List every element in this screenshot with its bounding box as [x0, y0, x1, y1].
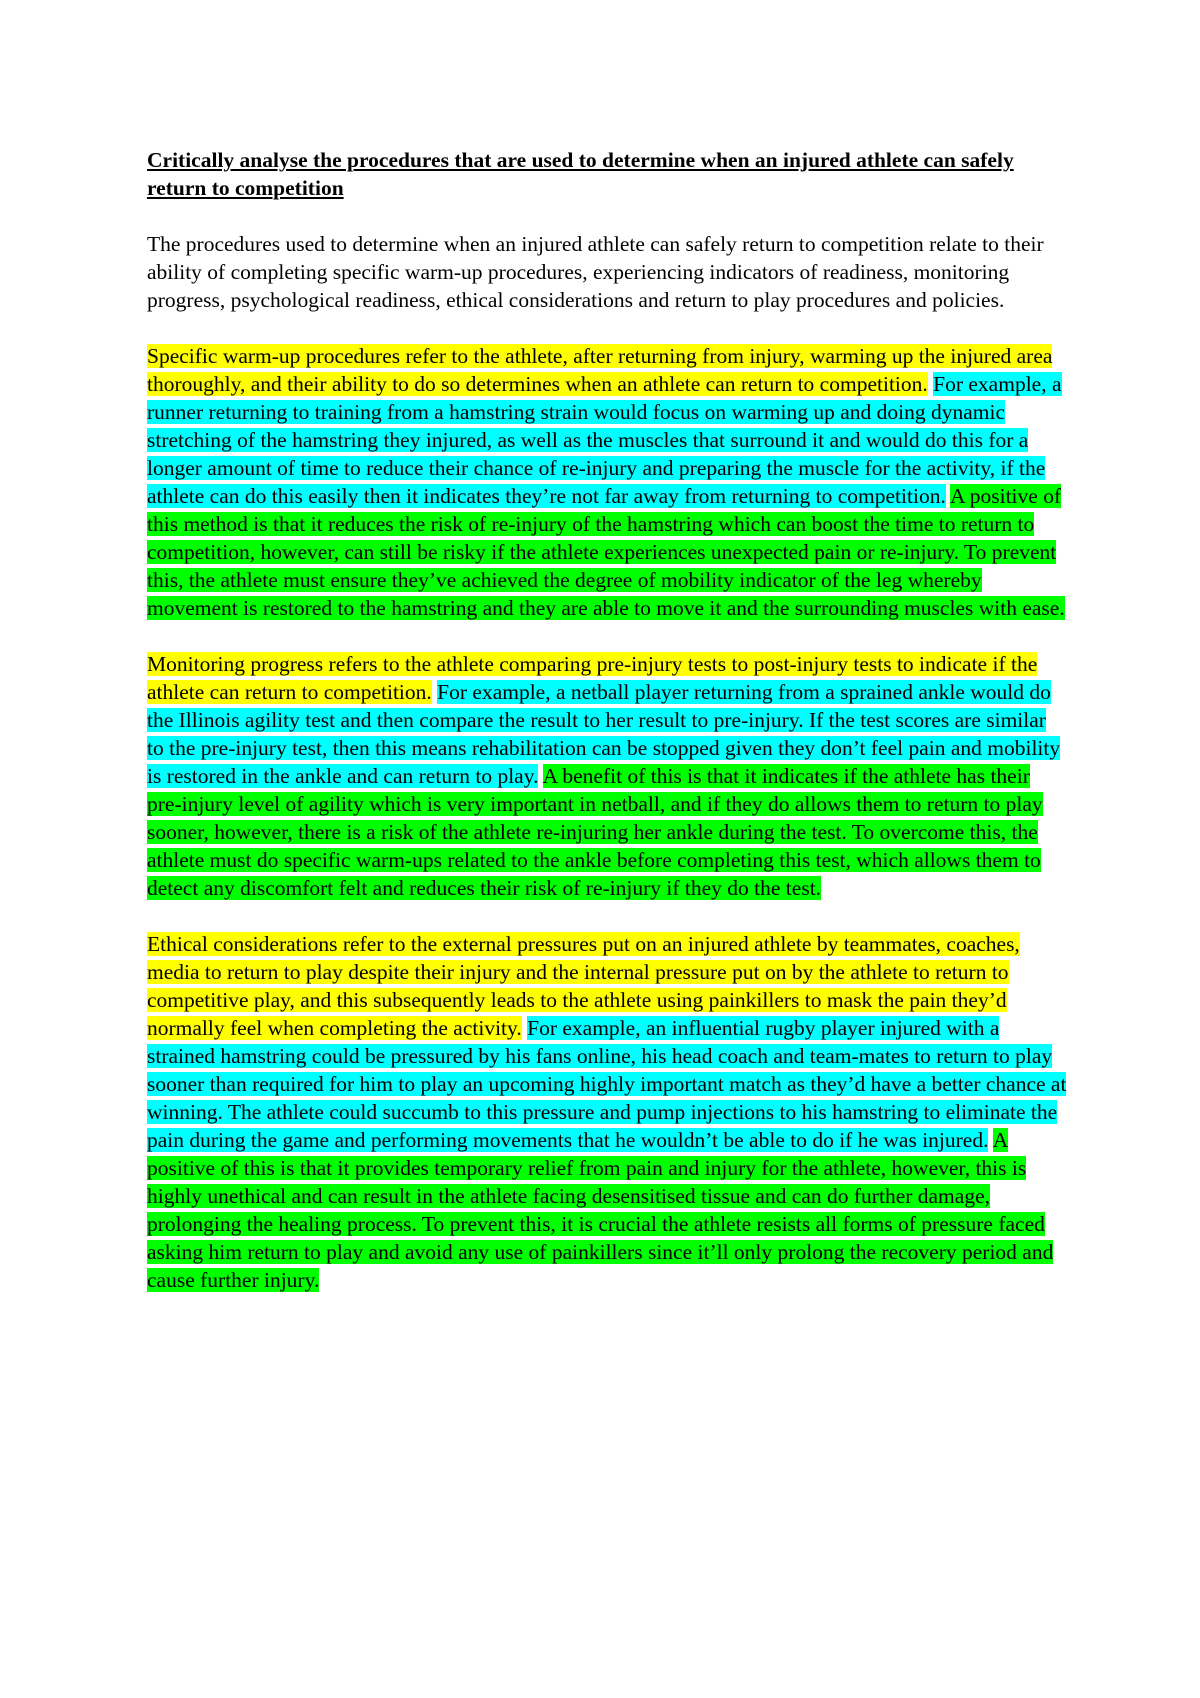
evaluation-highlight: A positive of this method is that it reduces the risk of re-injury of the hamstring which can boost the time to return to competition, however, can still be risky if the athlete experiences unexpected pain or re-injury. To prevent this, the athlete must ensure they’ve achieved the degree of mobility indicator of the leg whereby movement is restored to the hamstring and they are able to move it and the surrounding muscles with ease. [147, 484, 1065, 620]
essay-title: Critically analyse the procedures that are used to determine when an injured athlete can safely return to competition [147, 148, 1014, 200]
example-highlight: For example, a netball player returning from a sprained ankle would do the Illinois agility test and then compare the result to her result to pre-injury. If the test scores are similar to the pre-injury test, then this means rehabilitation can be stopped given they don’t feel pain and mobility is restored in the ankle and can return to play. [147, 680, 1061, 788]
evaluation-highlight: A benefit of this is that it indicates if the athlete has their pre-injury level of agility which is very important in netball, and if they do allows them to return to play sooner, however, there is a risk of the athlete re-injuring her ankle during the test. To overcome this, the athlete must do specific warm-ups related to the ankle before completing this test, which allows them to detect any discomfort felt and reduces their risk of re-injury if they do the test. [147, 764, 1043, 900]
paragraph-warm-up [147, 342, 1067, 622]
definition-highlight: Monitoring progress refers to the athlete comparing pre-injury tests to post-injury tests to indicate if the athlete can return to competition. [147, 652, 1038, 704]
example-highlight: For example, a runner returning to training from a hamstring strain would focus on warming up and doing dynamic stretching of the hamstring they injured, as well as the muscles that surround it and would do this for a longer amount of time to reduce their chance of re-injury and preparing the muscle for the activity, if the athlete can do this easily then it indicates they’re not far away from returning to competition. [147, 372, 1062, 508]
document-body [147, 146, 1067, 1322]
evaluation-highlight: A positive of this is that it provides temporary relief from pain and injury for the athlete, however, this is highly unethical and can result in the athlete facing desensitised tissue and can do further damage, prolonging the healing process. To prevent this, it is crucial the athlete resists all forms of pressure faced asking him return to play and avoid any use of painkillers since it’ll only prolong the recovery period and cause further injury. [147, 1128, 1054, 1292]
paragraph-monitoring-progress [147, 650, 1067, 902]
paragraph-ethical-considerations [147, 930, 1067, 1294]
example-highlight: For example, an influential rugby player injured with a strained hamstring could be pressured by his fans online, his head coach and team-mates to return to play sooner than required for him to play an upcoming highly important match as they’d have a better chance at winning. The athlete could succumb to this pressure and pump injections to his hamstring to eliminate the pain during the game and performing movements that he wouldn’t be able to do if he was injured. [147, 1016, 1067, 1152]
definition-highlight: Ethical considerations refer to the external pressures put on an injured athlete by teammates, coaches, media to return to play despite their injury and the internal pressure put on by the athlete to return to competitive play, and this subsequently leads to the athlete using painkillers to mask the pain they’d normally feel when completing the activity. [147, 932, 1020, 1040]
definition-highlight: Specific warm-up procedures refer to the athlete, after returning from injury, warming up the injured area thoroughly, and their ability to do so determines when an athlete can return to competition. [147, 344, 1053, 396]
intro-paragraph: The procedures used to determine when an injured athlete can safely return to competition relate to their ability of completing specific warm-up procedures, experiencing indicators of readiness, monitoring progress, psychological readiness, ethical considerations and return to play procedures and policies. [147, 232, 1044, 312]
